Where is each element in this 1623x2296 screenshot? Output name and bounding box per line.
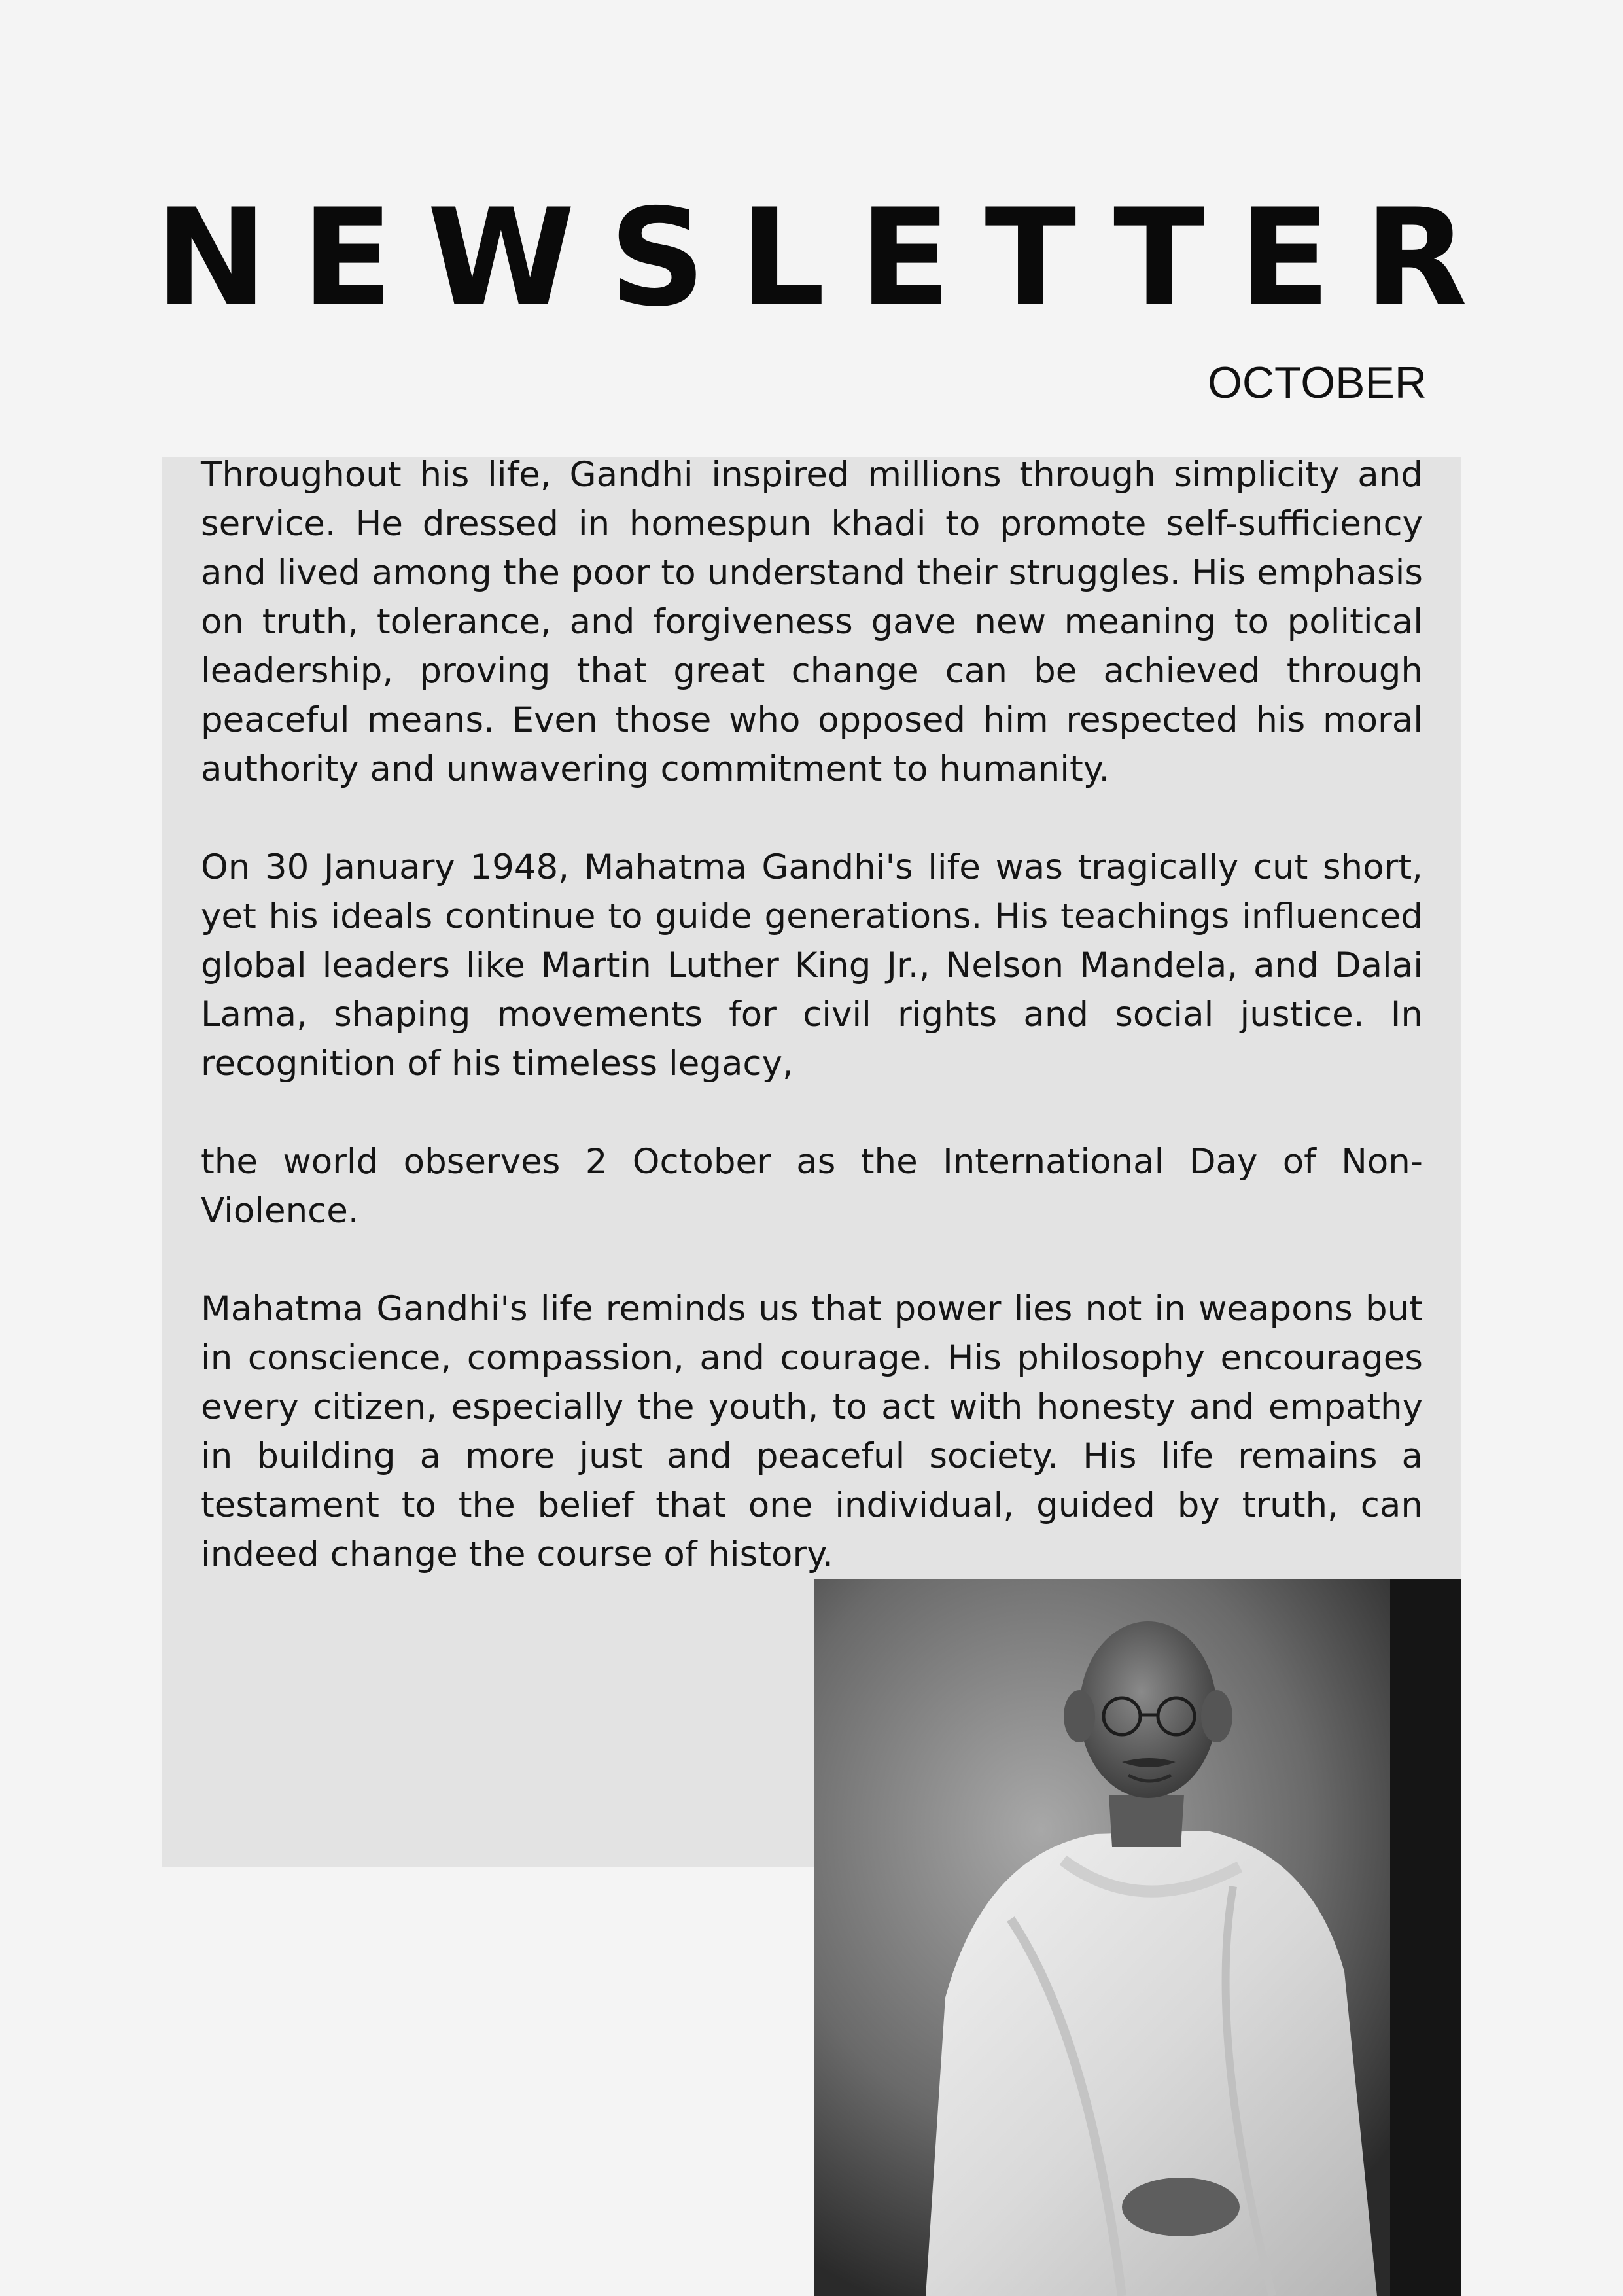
article-paragraph: Throughout his life, Gandhi inspired millions through simplicity and service. He dressed in homespun khadi to promote self-sufficiency and lived among the poor to understand their struggles. His emphasis on truth, tolerance, and forgiveness gave new meaning to political leadership, proving that great change can be achieved through peaceful means. Even those who opposed him respected his moral authority and unwavering commitment to humanity. <box>201 455 1423 789</box>
article-paragraph: Mahatma Gandhi's life reminds us that power lies not in weapons but in conscience, compassion, and courage. His philosophy encourages every citizen, especially the youth, to act with honesty and empathy in building a more just and peaceful society. His life remains a testament to the belief that one individual, guided by truth, can indeed change the course of history. <box>201 1289 1423 1574</box>
portrait-photo <box>814 1579 1461 2296</box>
article-paragraph: On 30 January 1948, Mahatma Gandhi's life was tragically cut short, yet his ideals continue to guide generations. His teachings influenced global leaders like Martin Luther King Jr., Nelson Mandela, and Dalai Lama, shaping movements for civil rights and social justice. In recognition of his timeless legacy, <box>201 847 1423 1084</box>
article-paragraph: the world observes 2 October as the International Day of Non-Violence. <box>201 1142 1423 1231</box>
issue-month: OCTOBER <box>1207 358 1427 408</box>
article-body <box>201 450 1423 1628</box>
newsletter-title: NEWSLETTER <box>155 181 1502 336</box>
portrait-illustration <box>814 1579 1461 2296</box>
